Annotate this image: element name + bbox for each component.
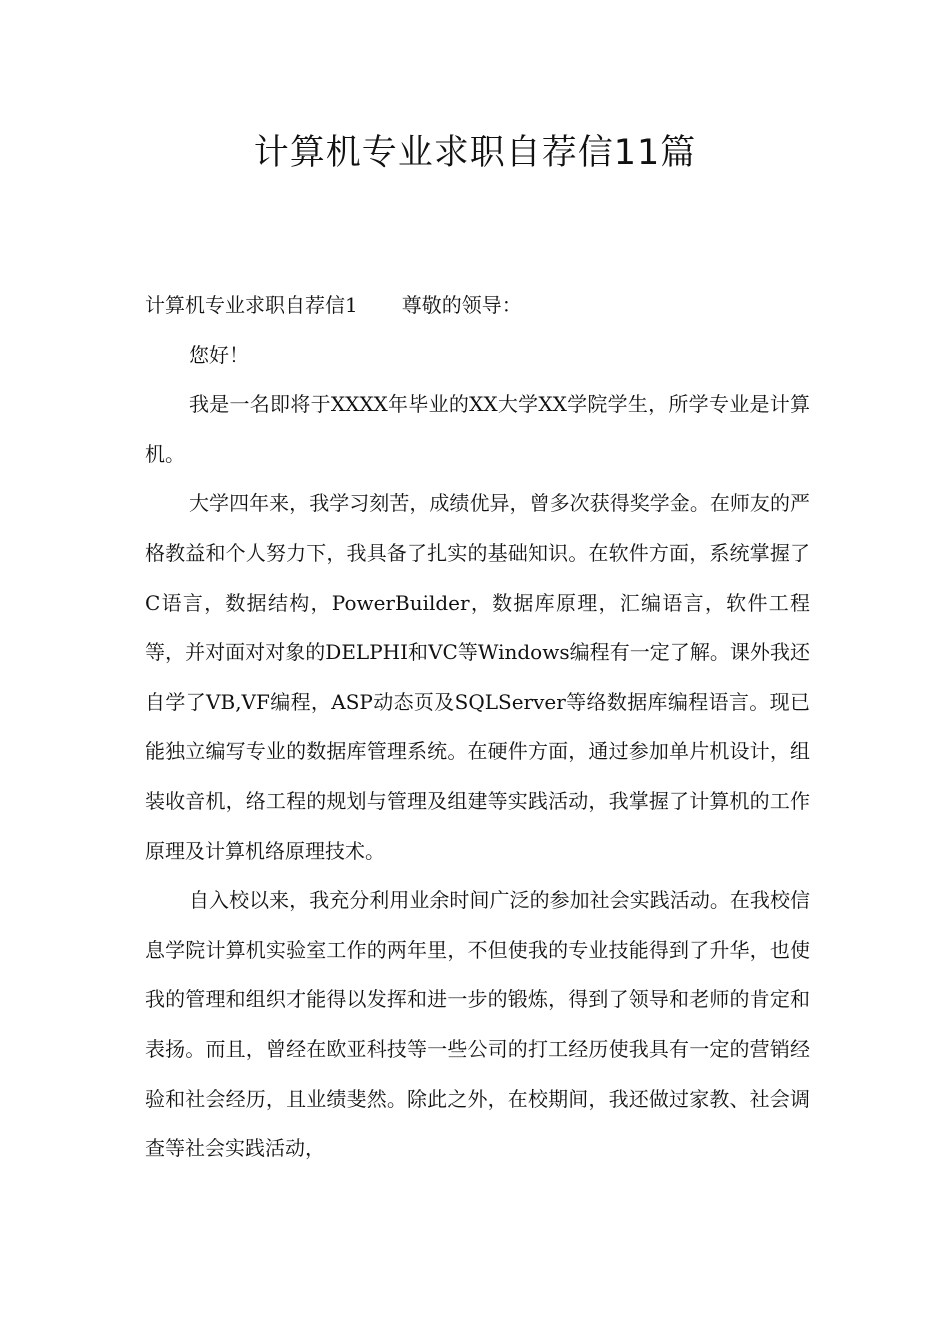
- greeting: 您好！: [189, 342, 249, 367]
- letter-body: [145, 281, 810, 1174]
- section-label: 计算机专业求职自荐信1: [145, 293, 358, 317]
- paragraph-practice: 自入校以来，我充分利用业余时间广泛的参加社会实践活动。在我校信息学院计算机实验室工作的两年里，不但使我的专业技能得到了升华，也使我的管理和组织才能得以发挥和进一步的锻炼，得到了领导和老师的肯定和表扬。而且，曾经在欧亚科技等一些公司的打工经历使我具有一定的营销经验和社会经历，且业绩斐然。除此之外，在校期间，我还做过家教、社会调查等社会实践活动，: [145, 888, 810, 1161]
- heading-line: [145, 281, 810, 331]
- paragraph-intro: 我是一名即将于XXXX年毕业的XX大学XX学院学生，所学专业是计算机。: [145, 392, 810, 466]
- paragraph-skills: 大学四年来，我学习刻苦，成绩优异，曾多次获得奖学金。在师友的严格教益和个人努力下，我具备了扎实的基础知识。在软件方面，系统掌握了C语言，数据结构，PowerBuilder，数据库原理，汇编语言，软件工程等，并对面对对象的DELPHI和VC等Windows编程有一定了解。课外我还自学了VB,VF编程，ASP动态页及SQLServer等络数据库编程语言。现已能独立编写专业的数据库管理系统。在硬件方面，通过参加单片机设计，组装收音机，络工程的规划与管理及组建等实践活动，我掌握了计算机的工作原理及计算机络原理技术。: [145, 491, 810, 863]
- document-title: 计算机专业求职自荐信11篇: [253, 133, 697, 173]
- salutation: 尊敬的领导：: [401, 293, 522, 317]
